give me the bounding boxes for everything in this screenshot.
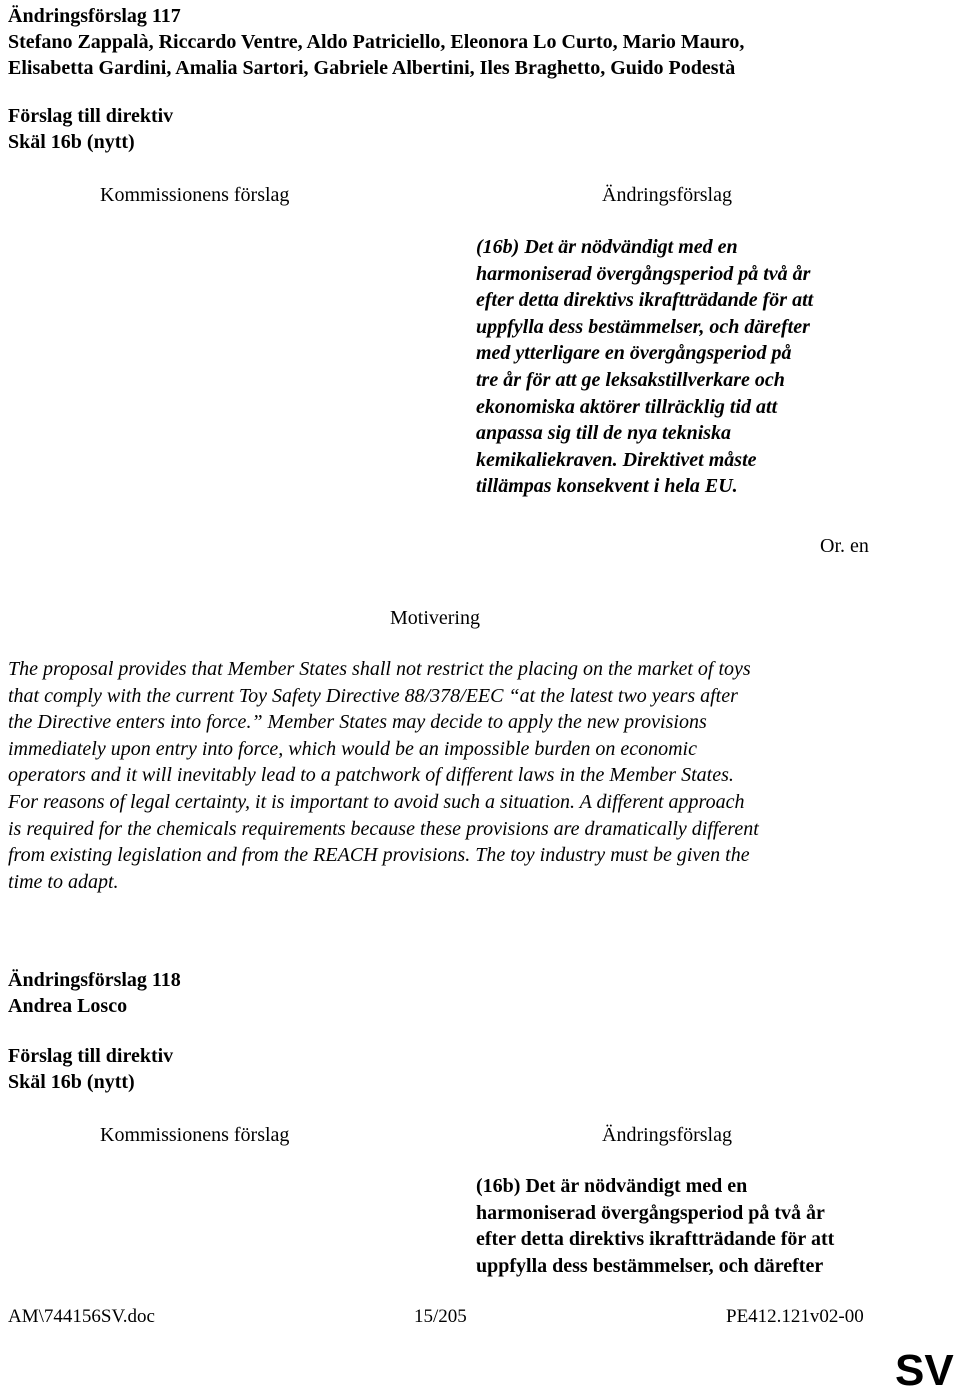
justification-line: that comply with the current Toy Safety Directive 88/378/EEC “at the latest two years after: [8, 684, 738, 707]
justification-line: is required for the chemicals requirements because these provisions are dramatically different: [8, 817, 759, 840]
amendment-text: [476, 234, 813, 500]
column-label-amendment: Ändringsförslag: [602, 184, 732, 206]
justification-line: The proposal provides that Member States shall not restrict the placing on the market of toys: [8, 658, 751, 680]
column-label-commission: Kommissionens förslag: [100, 184, 290, 206]
amendment-heading: Ändringsförslag 118: [8, 969, 181, 991]
amendment-line: anpassa sig till de nya tekniska: [476, 422, 732, 445]
footer-doc-ref: AM\744156SV.doc: [8, 1306, 155, 1327]
column-label-amendment: Ändringsförslag: [602, 1124, 732, 1146]
amendment-heading: Ändringsförslag 117: [8, 5, 181, 27]
amendment-line: efter detta direktivs ikraftträdande för att: [476, 1228, 835, 1251]
authors-line-2: Elisabetta Gardini, Amalia Sartori, Gabriele Albertini, Iles Braghetto, Guido Podestà: [8, 57, 736, 79]
justification-line: from existing legislation and from the REACH provisions. The toy industry must be given the: [8, 844, 750, 867]
amendment-line: kemikaliekraven. Direktivet måste: [476, 448, 757, 471]
justification-text: [8, 656, 759, 895]
amendment-line: tre år för att ge leksakstillverkare och: [476, 368, 785, 391]
justification-line: operators and it will inevitably lead to a patchwork of different laws in the Member States.: [8, 764, 734, 787]
amendment-line: med ytterligare en övergångsperiod på: [476, 342, 792, 365]
amendment-line: harmoniserad övergångsperiod på två år: [476, 262, 811, 285]
justification-line: the Directive enters into force.” Member States may decide to apply the new provisions: [8, 711, 707, 734]
footer-pe-ref: PE412.121v02-00: [726, 1306, 864, 1327]
amendment-line: uppfylla dess bestämmelser, och därefter: [476, 1254, 824, 1277]
amendment-text: [476, 1173, 834, 1279]
justification-line: time to adapt.: [8, 870, 119, 893]
author: Andrea Losco: [8, 995, 128, 1017]
column-label-commission: Kommissionens förslag: [100, 1124, 290, 1146]
justification-line: immediately upon entry into force, which would be an impossible burden on economic: [8, 737, 697, 760]
proposal-title: Förslag till direktiv: [8, 105, 174, 127]
recital-ref: Skäl 16b (nytt): [8, 1071, 135, 1093]
amendment-line: (16b) Det är nödvändigt med en: [476, 236, 738, 258]
footer-language-code: SV: [895, 1346, 954, 1395]
amendment-line: ekonomiska aktörer tillräcklig tid att: [476, 395, 778, 418]
amendment-line: (16b) Det är nödvändigt med en: [476, 1175, 748, 1197]
justification-line: For reasons of legal certainty, it is important to avoid such a situation. A different approach: [8, 790, 745, 813]
recital-ref: Skäl 16b (nytt): [8, 131, 135, 153]
amendment-line: uppfylla dess bestämmelser, och därefter: [476, 315, 810, 338]
proposal-title: Förslag till direktiv: [8, 1045, 174, 1067]
amendment-line: efter detta direktivs ikraftträdande för att: [476, 289, 814, 312]
amendment-line: tillämpas konsekvent i hela EU.: [476, 475, 738, 498]
footer-page-number: 15/205: [414, 1306, 467, 1327]
authors-line-1: Stefano Zappalà, Riccardo Ventre, Aldo Patriciello, Eleonora Lo Curto, Mario Mauro,: [8, 31, 745, 53]
amendment-line: harmoniserad övergångsperiod på två år: [476, 1201, 825, 1224]
justification-title: Motivering: [390, 607, 480, 629]
original-language: Or. en: [820, 535, 869, 557]
